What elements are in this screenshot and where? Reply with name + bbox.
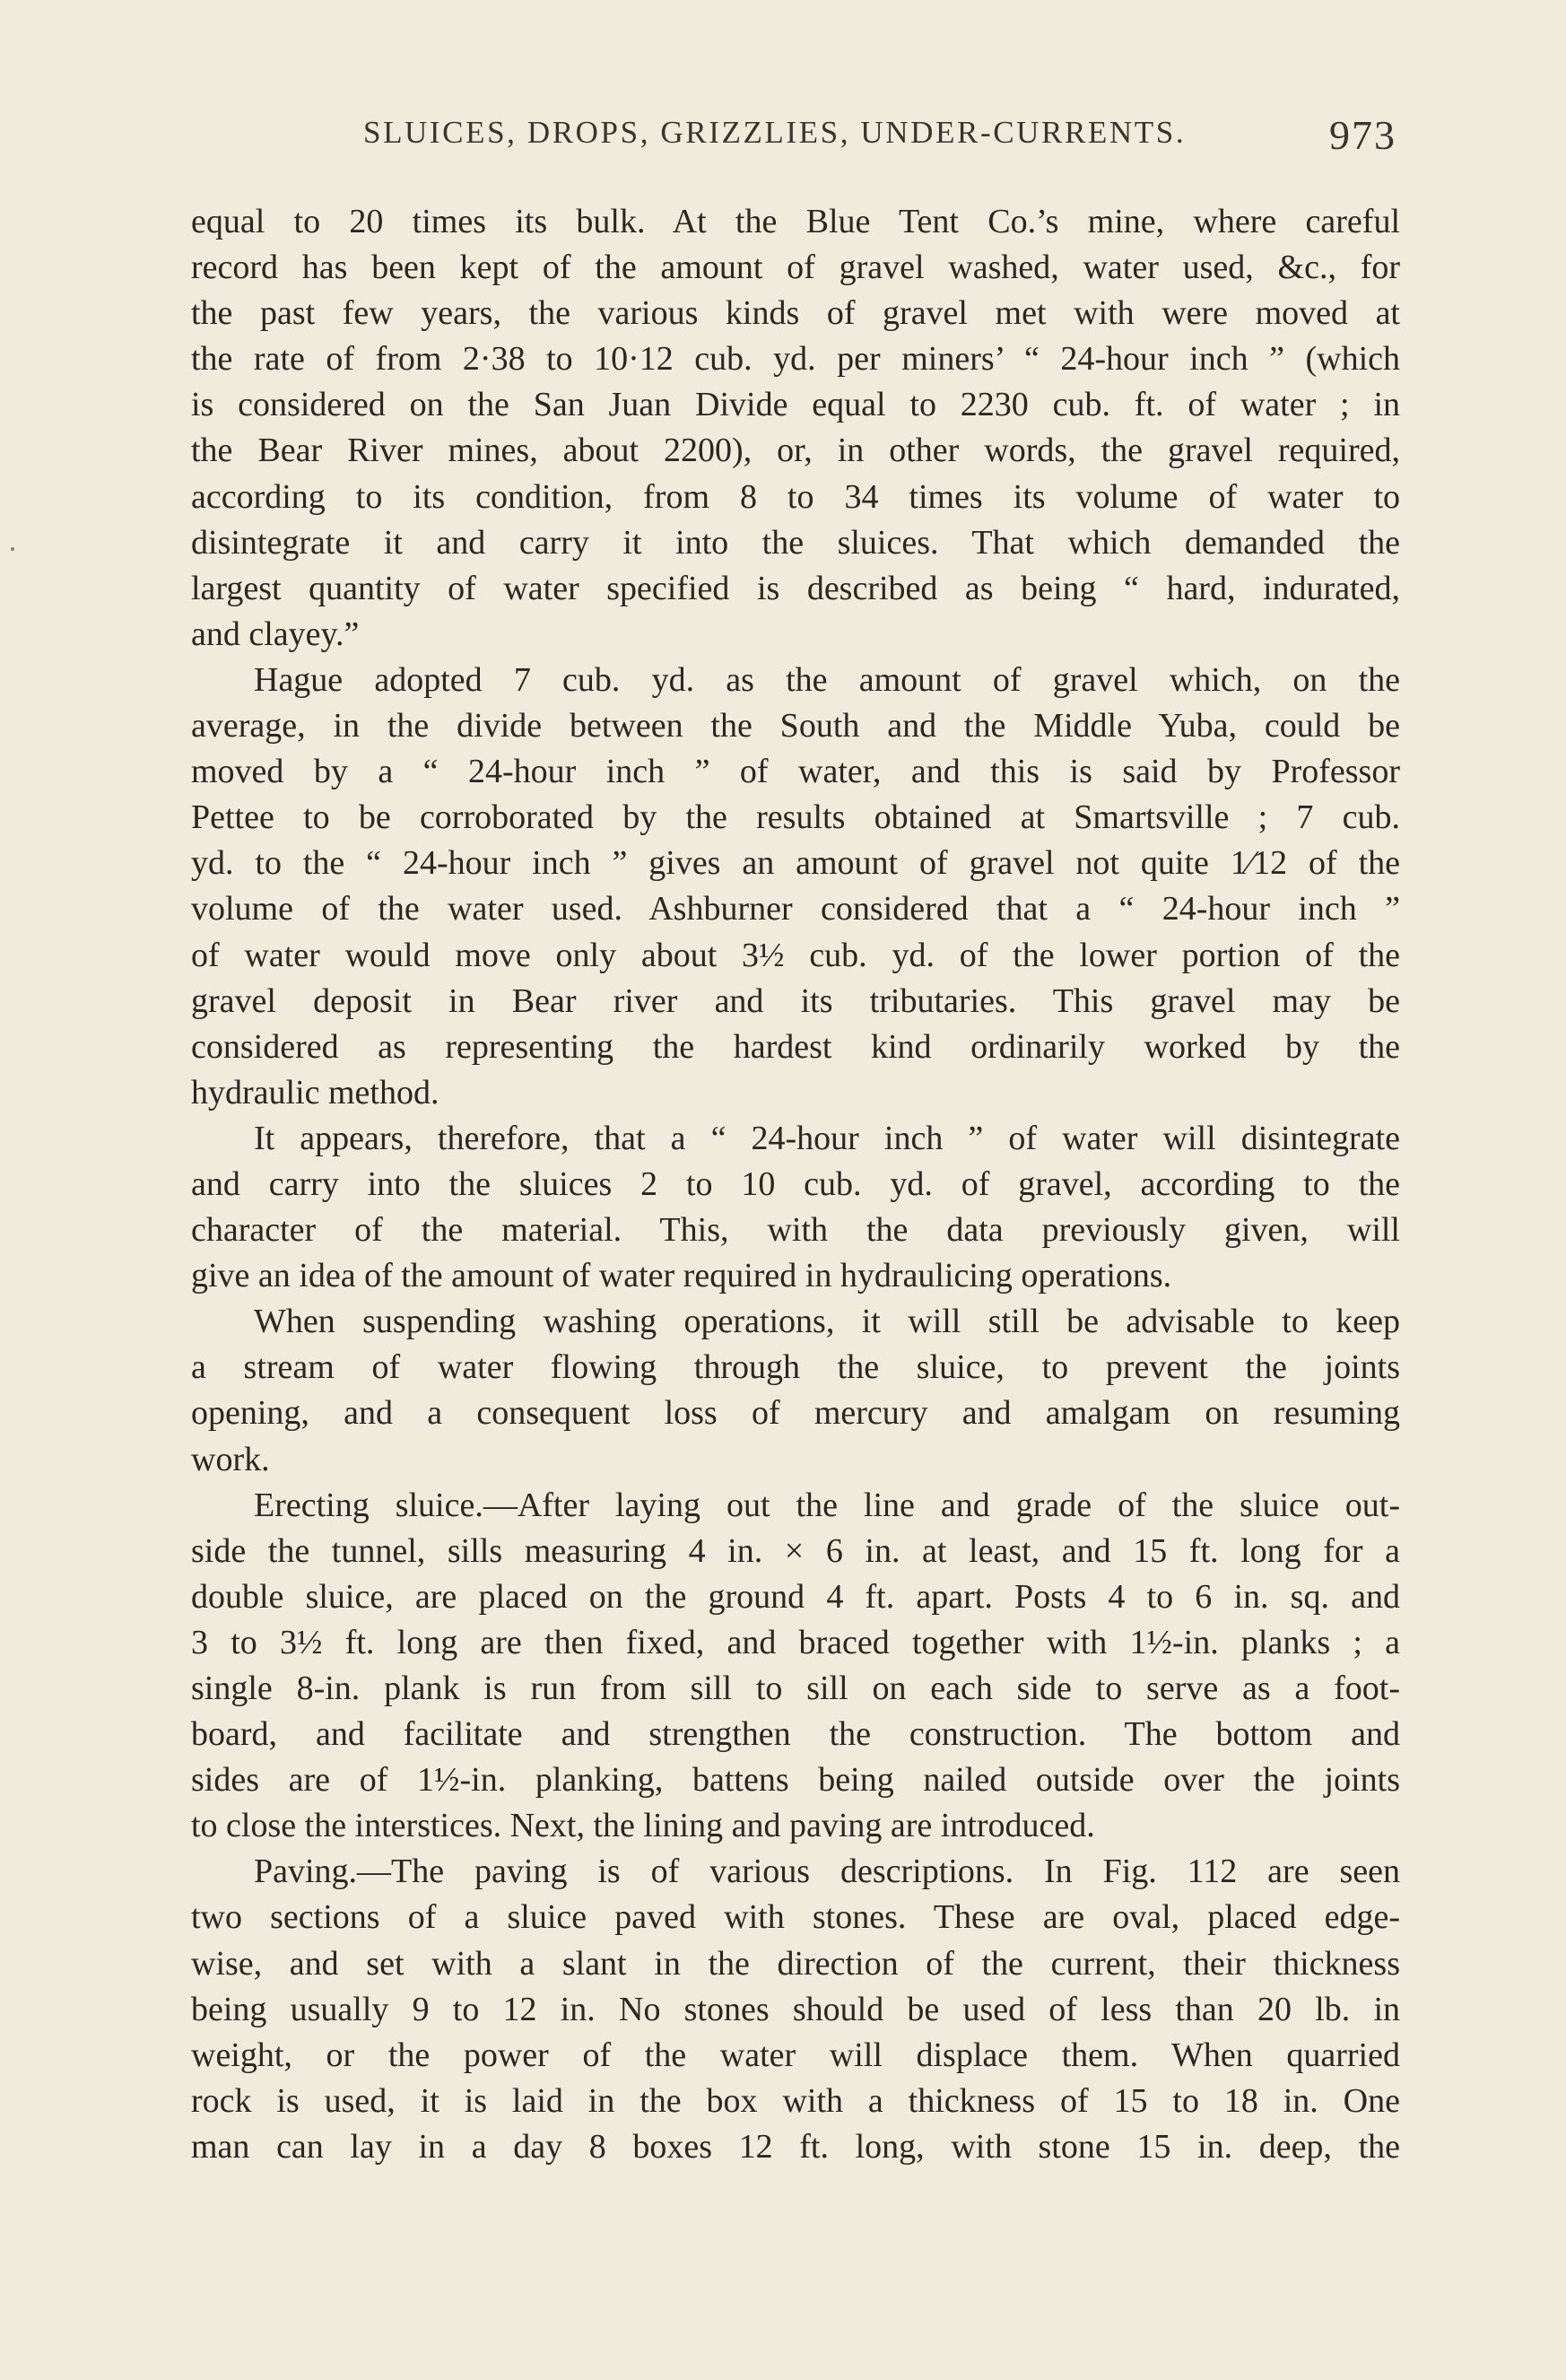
text-line: disintegrate it and carry it into the sluices. That which demanded the bbox=[191, 523, 1400, 562]
text-line: Erecting sluice.—After laying out the line and grade of the sluice out- bbox=[254, 1486, 1400, 1524]
text-line: average, in the divide between the South and the Middle Yuba, could be bbox=[191, 707, 1400, 745]
paper-speck bbox=[11, 547, 14, 551]
text-line: opening, and a consequent loss of mercury and amalgam on resuming bbox=[191, 1394, 1400, 1433]
text-line: wise, and set with a slant in the direction of the current, their thickness bbox=[191, 1944, 1400, 1983]
text-line: single 8-in. plank is run from sill to sill on each side to serve as a foot- bbox=[191, 1669, 1400, 1707]
text-line: according to its condition, from 8 to 34 times its volume of water to bbox=[191, 477, 1400, 516]
text-line: moved by a “ 24-hour inch ” of water, and this is said by Professor bbox=[191, 753, 1400, 791]
text-line: gravel deposit in Bear river and its tributaries. This gravel may be bbox=[191, 981, 1400, 1020]
text-line: a stream of water flowing through the sluice, to prevent the joints bbox=[191, 1348, 1400, 1387]
text-line: sides are of 1½-in. planking, battens being nailed outside over the joints bbox=[191, 1761, 1400, 1800]
text-line: and clayey.” bbox=[191, 615, 360, 653]
text-line: two sections of a sluice paved with stones. These are oval, placed edge- bbox=[191, 1898, 1400, 1937]
text-line: weight, or the power of the water will displace them. When quarried bbox=[191, 2036, 1400, 2074]
text-line: is considered on the San Juan Divide equal to 2230 cub. ft. of water ; in bbox=[191, 386, 1400, 424]
text-line: to close the interstices. Next, the lining and paving are introduced. bbox=[191, 1807, 1095, 1845]
text-line: 3 to 3½ ft. long are then fixed, and braced together with 1½-in. planks ; a bbox=[191, 1623, 1400, 1661]
text-line: of water would move only about 3½ cub. yd. of the lower portion of the bbox=[191, 936, 1400, 974]
text-line: Pettee to be corroborated by the results obtained at Smartsville ; 7 cub. bbox=[191, 798, 1400, 837]
text-line: give an idea of the amount of water required in hydraulicing operations. bbox=[191, 1257, 1172, 1295]
text-line: the rate of from 2·38 to 10·12 cub. yd. per miners’ “ 24-hour inch ” (which bbox=[191, 340, 1400, 379]
text-line: Hague adopted 7 cub. yd. as the amount of gravel which, on the bbox=[254, 660, 1400, 699]
running-title: SLUICES, DROPS, GRIZZLIES, UNDER-CURRENTS. bbox=[363, 115, 1187, 150]
text-line: being usually 9 to 12 in. No stones should be used of less than 20 lb. in bbox=[191, 1990, 1400, 2028]
text-line: the past few years, the various kinds of gravel met with were moved at bbox=[191, 294, 1400, 333]
text-line: considered as representing the hardest kind ordinarily worked by the bbox=[191, 1027, 1400, 1066]
text-line: It appears, therefore, that a “ 24-hour inch ” of water will disintegrate bbox=[254, 1119, 1400, 1157]
text-line: equal to 20 times its bulk. At the Blue Tent Co.’s mine, where careful bbox=[191, 203, 1400, 240]
text-line: character of the material. This, with the data previously given, will bbox=[191, 1211, 1400, 1250]
text-line: rock is used, it is laid in the box with a thickness of 15 to 18 in. One bbox=[191, 2081, 1400, 2120]
text-line: board, and facilitate and strengthen the construction. The bottom and bbox=[191, 1715, 1400, 1754]
page-number: 973 bbox=[1329, 112, 1396, 158]
text-line: volume of the water used. Ashburner considered that a “ 24-hour inch ” bbox=[191, 890, 1400, 928]
body-text bbox=[191, 199, 1400, 2170]
text-line: yd. to the “ 24-hour inch ” gives an amount of gravel not quite 1⁄12 of the bbox=[191, 844, 1400, 883]
text-line: the Bear River mines, about 2200), or, in other words, the gravel required, bbox=[191, 432, 1400, 470]
text-line: man can lay in a day 8 boxes 12 ft. long, with stone 15 in. deep, the bbox=[191, 2127, 1400, 2166]
text-line: record has been kept of the amount of gravel washed, water used, &c., for bbox=[191, 248, 1400, 287]
text-line: hydraulic method. bbox=[191, 1073, 439, 1112]
text-line: side the tunnel, sills measuring 4 in. × 6 in. at least, and 15 ft. long for a bbox=[191, 1531, 1400, 1570]
text-line: Paving.—The paving is of various descriptions. In Fig. 112 are seen bbox=[254, 1853, 1400, 1891]
text-line: largest quantity of water specified is described as being “ hard, indurated, bbox=[191, 569, 1400, 607]
text-line: work. bbox=[191, 1440, 270, 1478]
text-line: When suspending washing operations, it will still be advisable to keep bbox=[254, 1303, 1400, 1341]
text-line: and carry into the sluices 2 to 10 cub. yd. of gravel, according to the bbox=[191, 1164, 1400, 1203]
text-line: double sluice, are placed on the ground 4 ft. apart. Posts 4 to 6 in. sq. and bbox=[191, 1577, 1400, 1616]
